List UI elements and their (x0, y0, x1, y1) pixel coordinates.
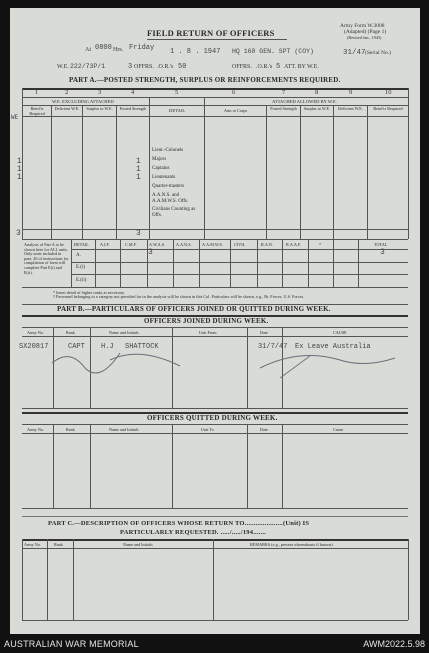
joined-entry-surname: SHATTOCK (125, 343, 159, 351)
analysis-col-aif: A.I.F. (100, 242, 110, 247)
header-reinfts-required: Reinf'ts Required (29, 106, 45, 116)
part-a-title: PART A.—POSTED STRENGTH, SURPLUS OR REINFORCEMENTS REQUIRED. (69, 76, 341, 84)
col4-entry-captains: 1 (136, 165, 141, 174)
quitted-col-army-no: Army No. (27, 427, 44, 432)
rank-aans-aamws: A.A.N.S. and A.A.M.W.S. Offs. (152, 193, 189, 204)
analysis-col-star: * (319, 242, 322, 247)
analysis-col-detail: DETAIL (74, 242, 89, 247)
attached-allowed-header: ATTACHED ALLOWED BY W.E. (272, 99, 337, 104)
analysis-col-civil: CIVIL (234, 242, 246, 247)
part-c-col-name: Name and Initials (123, 542, 153, 547)
archive-footer (0, 638, 429, 653)
header-posted-strength: Posted Strength (119, 106, 147, 111)
col-number-3: 3 (98, 89, 102, 96)
header-deficient-we: Deficient W.E. (54, 106, 80, 111)
part-c-col-remarks: REMARKS (e.g., present whereabouts if known). (250, 542, 334, 547)
pen-strike-marks (10, 338, 420, 398)
joined-col-name: Name and Initials (109, 330, 139, 335)
joined-col-army-no: Army No. (27, 330, 44, 335)
total-col1: 3 (16, 229, 21, 238)
rank-civilians: Civilians Counting as Offs. (152, 207, 196, 218)
analysis-aif-value: 3 (148, 248, 153, 257)
joined-col-cause: CAUSE (333, 330, 347, 335)
col4-entry-lieutenants: 1 (136, 173, 141, 182)
header-reinfts-required-att: Reinf'ts Required (373, 106, 403, 111)
quitted-col-unit-to: Unit To (201, 427, 214, 432)
col1-entry-majors: 1 (17, 157, 22, 166)
footnote-2: † Personnel belonging to a category not provided for in the analysis will be shown in this Col. Particulars will be shown, e.g., Br. Forces, U.S. Forces. (53, 294, 305, 299)
rank-quarter-masters: Quarter-masters (152, 184, 185, 189)
detail-header: DETAIL (169, 108, 186, 113)
joined-entry-date: 31/7/47 (258, 343, 288, 351)
ors2-value: 5 (276, 63, 281, 71)
ors-label: .O.R.'s (157, 64, 174, 70)
offrs-value: 3 (128, 63, 133, 71)
joined-entry-initials: H.J (101, 343, 114, 351)
revised-label: (Revised Jan., 1943) (347, 35, 382, 40)
col1-entry-captains: 1 (17, 165, 22, 174)
joined-entry-army-no: SX20817 (19, 343, 49, 351)
unit-value: HQ 168 GEN. SPT (COY) (232, 48, 314, 55)
col-number-5: 5 (175, 89, 179, 96)
ors2-label: .O.R.'s (256, 64, 273, 70)
analysis-row-a: A. (76, 253, 81, 258)
total-col4: 3 (136, 229, 141, 238)
form-page (10, 8, 420, 634)
at-label: At (85, 47, 91, 53)
footer-institution: AUSTRALIAN WAR MEMORIAL (4, 639, 139, 649)
analysis-col-total: TOTAL (374, 242, 388, 247)
offrs2-label: OFFRS. (232, 64, 252, 70)
we-label: W.E. (57, 64, 69, 70)
analysis-row-eii: E.(ii) (76, 278, 87, 283)
rank-lieut-colonels: Lieut.-Colonels (152, 148, 184, 153)
joined-entry-cause: Ex Leave Australia (295, 343, 371, 351)
ors-value: 50 (178, 63, 187, 71)
att-label: ATT. BY W.E. (284, 64, 319, 70)
offrs-label: OFFRS. (134, 64, 154, 70)
col-number-1: 1 (35, 89, 39, 96)
col-number-7: 7 (282, 89, 286, 96)
header-arm-or-corps: Arm or Corps (223, 108, 248, 113)
joined-col-rank: Rank (66, 330, 75, 335)
part-c-col-rank: Rank (54, 542, 63, 547)
quitted-col-name: Name and Initials (109, 427, 139, 432)
date-value: 1 . 8 . 1947 (170, 48, 221, 56)
col-number-8: 8 (315, 89, 319, 96)
part-c-title-line1: PART C.—DESCRIPTION OF OFFICERS WHOSE RETURN TO.....................(Unit) IS (48, 520, 310, 527)
footnote-1: * Insert detail of higher ranks as necessary. (53, 290, 126, 295)
rank-majors: Majors (152, 157, 167, 162)
adapted-label: (Adapted) (Page 1) (344, 29, 387, 35)
header-surplus-we-att: Surplus to W.E. (303, 106, 331, 111)
col-number-10: 10 (385, 89, 392, 96)
header-surplus-we: Surplus to W.E. (86, 106, 113, 111)
serial-label: (Serial No.) (365, 50, 391, 56)
col-number-6: 6 (232, 89, 236, 96)
joined-col-unit-from: Unit From (199, 330, 217, 335)
we-mark: WE (11, 114, 19, 121)
rank-lieutenants: Lieutenants (152, 175, 176, 180)
part-c-col-army-no: Army No. (24, 542, 41, 547)
we-excluding-attached-header: W.E. EXCLUDING ATTACHED (52, 99, 114, 104)
col-number-9: 9 (349, 89, 353, 96)
header-posted-strength-att: Posted Strength (270, 106, 297, 111)
at-time-value: 0800 (95, 44, 112, 52)
col1-entry-lieutenants: 1 (17, 173, 22, 182)
day-value: Friday (129, 44, 155, 52)
quitted-title: OFFICERS QUITTED DURING WEEK. (147, 414, 278, 422)
col-number-2: 2 (65, 89, 69, 96)
col-number-4: 4 (131, 89, 135, 96)
form-title: FIELD RETURN OF OFFICERS (147, 28, 275, 38)
quitted-col-rank: Rank (66, 427, 75, 432)
analysis-col-raaf: R.A.A.F. (286, 242, 302, 247)
analysis-note: Analysis of Part A to be shown here for ALL units. Only units included in para. 26 of instructions for compilation of form will complete Part E(i) and E(ii). (24, 242, 69, 275)
analysis-row-ei: E.(i) (76, 265, 86, 270)
hrs-label: Hrs. (113, 47, 124, 53)
army-form-number: Army Form W.3008 (340, 23, 385, 29)
joined-col-date: Date (260, 330, 268, 335)
header-deficient-we-att: Deficient W.E. (338, 106, 363, 111)
analysis-col-ran: R.A.N. (261, 242, 273, 247)
analysis-col-aans: A.A.N.S. (176, 242, 192, 247)
serial-number: 31/47 (343, 49, 366, 57)
we-value: 222/73P/1 (70, 63, 106, 70)
quitted-col-date: Date (260, 427, 268, 432)
part-b-title: PART B.—PARTICULARS OF OFFICERS JOINED OR QUITTED DURING WEEK. (57, 305, 331, 313)
analysis-col-cmf: C.M.F. (125, 242, 137, 247)
quitted-col-cause: Cause (333, 427, 344, 432)
joined-entry-rank: CAPT (68, 343, 85, 351)
joined-title: OFFICERS JOINED DURING WEEK. (144, 317, 269, 325)
part-c-title-line2: PARTICULARLY REQUESTED. ...../...../194....... (120, 529, 266, 536)
analysis-col-awas: A.W.A.S. (149, 242, 166, 247)
rank-captains: Captains (152, 166, 170, 171)
footer-accession-number: AWM2022.5.98 (363, 639, 425, 649)
analysis-col-aamws: A.A.M.W.S. (202, 242, 223, 247)
col4-entry-majors: 1 (136, 157, 141, 166)
analysis-total-value: 3 (380, 248, 385, 257)
